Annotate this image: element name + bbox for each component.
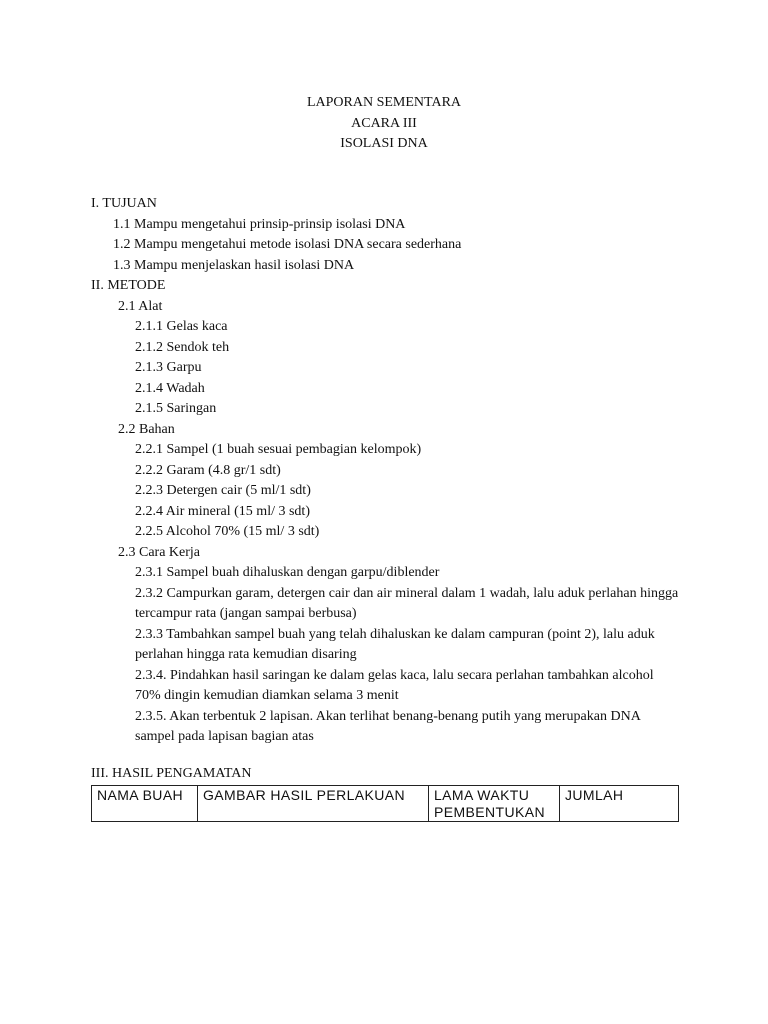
section-heading-tujuan: I. TUJUAN (91, 196, 157, 211)
section-heading-metode: II. METODE (91, 278, 166, 293)
cara-kerja-item: 2.3.3 Tambahkan sampel buah yang telah dihaluskan ke dalam campuran (point 2), lalu aduk perlahan hingga rata kemudian disaring (135, 626, 655, 662)
alat-item: 2.1.3 Garpu (135, 360, 202, 375)
cara-kerja-item: 2.3.5. Akan terbentuk 2 lapisan. Akan terlihat benang-benang putih yang merupakan DNA sampel pada lapisan bagian atas (135, 708, 641, 744)
subsection-heading-alat: 2.1 Alat (118, 298, 163, 314)
tujuan-item: 1.3 Mampu menjelaskan hasil isolasi DNA (113, 257, 355, 273)
column-header-gambar: GAMBAR HASIL PERLAKUAN (198, 786, 429, 822)
column-header-lama-waktu: LAMA WAKTU PEMBENTUKAN (429, 786, 560, 822)
section-spacer (91, 748, 691, 764)
report-body (91, 194, 691, 822)
title-line-2: ACARA III (351, 115, 417, 131)
tujuan-item: 1.2 Mampu mengetahui metode isolasi DNA secara sederhana (113, 237, 462, 252)
cara-kerja-item: 2.3.4. Pindahkan hasil saringan ke dalam gelas kaca, lalu secara perlahan tambahkan alcohol 70% dingin kemudian diamkan selama 3 menit (135, 667, 654, 703)
column-header-nama-buah: NAMA BUAH (92, 786, 198, 822)
observation-table (91, 785, 679, 822)
table-header-row (92, 786, 679, 822)
bahan-item: 2.2.3 Detergen cair (5 ml/1 sdt) (135, 483, 311, 498)
title-line-1: LAPORAN SEMENTARA (306, 95, 462, 110)
alat-item: 2.1.2 Sendok teh (135, 339, 230, 355)
bahan-item: 2.2.1 Sampel (1 buah sesuai pembagian kelompok) (135, 442, 422, 457)
alat-item: 2.1.4 Wadah (135, 380, 205, 396)
cara-kerja-item: 2.3.2 Campurkan garam, detergen cair dan air mineral dalam 1 wadah, lalu aduk perlahan hingga tercampur rata (jangan sampai berbusa) (135, 585, 679, 621)
bahan-item: 2.2.4 Air mineral (15 ml/ 3 sdt) (135, 503, 310, 519)
report-title (0, 93, 768, 155)
subsection-heading-bahan: 2.2 Bahan (118, 421, 175, 437)
column-header-jumlah: JUMLAH (560, 786, 679, 822)
section-heading-hasil: III. HASIL PENGAMATAN (91, 765, 252, 781)
subsection-heading-cara-kerja: 2.3 Cara Kerja (118, 544, 201, 560)
title-line-3: ISOLASI DNA (340, 136, 428, 151)
bahan-item: 2.2.2 Garam (4.8 gr/1 sdt) (135, 462, 281, 478)
bahan-item: 2.2.5 Alcohol 70% (15 ml/ 3 sdt) (135, 524, 320, 539)
alat-item: 2.1.5 Saringan (135, 401, 217, 416)
tujuan-item: 1.1 Mampu mengetahui prinsip-prinsip isolasi DNA (113, 216, 406, 232)
cara-kerja-item: 2.3.1 Sampel buah dihaluskan dengan garpu/diblender (135, 565, 440, 580)
alat-item: 2.1.1 Gelas kaca (135, 319, 228, 334)
